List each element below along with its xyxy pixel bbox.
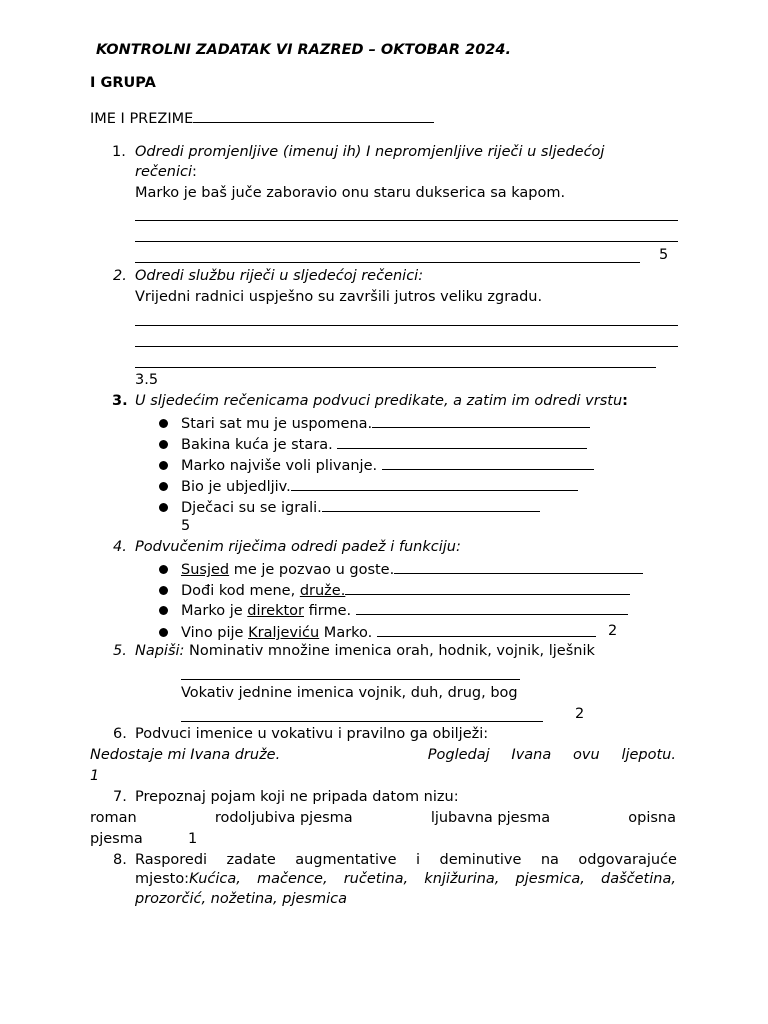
q7-number: 7. xyxy=(113,789,127,805)
q2-answer-line-3[interactable] xyxy=(135,367,656,368)
bullet-icon xyxy=(159,440,168,449)
q3-item-2-blank[interactable] xyxy=(337,433,587,449)
q6-sentences xyxy=(90,745,676,765)
q7-word-4: opisna xyxy=(628,810,676,826)
q3-item-3: Marko najviše voli plivanje. xyxy=(159,454,594,476)
q4-item-3: Marko je direktor firme. xyxy=(159,599,628,621)
q6-word-4: ovu xyxy=(573,747,600,763)
bullet-icon xyxy=(159,461,168,470)
q1-answer-line-1[interactable] xyxy=(135,220,678,221)
q6-number: 6. xyxy=(113,726,127,742)
q3-prompt: U sljedećim rečenicama podvuci predikate, a zatim im odredi vrstu xyxy=(135,393,623,409)
group-label: I GRUPA xyxy=(90,75,156,91)
q3-prompt-colon: : xyxy=(622,393,628,409)
q4-points: 2 xyxy=(608,623,618,639)
q4-item-2: Dođi kod mene, druže. xyxy=(159,579,630,601)
q2-number: 2. xyxy=(113,268,127,284)
q3-item-1-blank[interactable] xyxy=(372,412,590,428)
q4-number: 4. xyxy=(113,539,127,555)
q7-word-3: ljubavna pjesma xyxy=(430,810,551,826)
q8-prompt-line3: prozorčić, nožetina, pjesmica xyxy=(135,891,347,907)
q7-prompt: Prepoznaj pojam koji ne pripada datom nizu: xyxy=(135,789,459,805)
q5-answer-line-1[interactable] xyxy=(181,679,520,680)
q1-number: 1. xyxy=(112,144,126,160)
q1-answer-line-2[interactable] xyxy=(135,241,678,242)
q5-task-2: Vokativ jednine imenica vojnik, duh, drug, bog xyxy=(181,685,518,701)
q4-underlined-word: Susjed xyxy=(181,562,230,578)
bullet-icon xyxy=(159,419,168,428)
bullet-icon xyxy=(159,606,168,615)
q6-word-5: ljepotu. xyxy=(621,747,676,763)
q7-word-2: rodoljubiva pjesma xyxy=(214,810,353,826)
q3-item-4: Bio je ubjedljiv. xyxy=(159,475,578,497)
q4-item-3-blank[interactable] xyxy=(356,599,628,615)
q2-points: 3.5 xyxy=(135,372,159,388)
q1-points: 5 xyxy=(659,247,669,263)
q1-sentence: Marko je baš juče zaboravio onu staru dukserica sa kapom. xyxy=(135,185,566,201)
name-field[interactable] xyxy=(90,107,434,129)
q3-item-2: Bakina kuća je stara. xyxy=(159,433,587,455)
name-blank[interactable] xyxy=(193,107,434,123)
q8-number: 8. xyxy=(113,852,127,868)
bullet-icon xyxy=(159,565,168,574)
q6-word-2: Pogledaj xyxy=(427,747,490,763)
q4-item-4: Vino pije Kraljeviću Marko. xyxy=(159,621,596,643)
q5-answer-line-2[interactable] xyxy=(181,721,543,722)
q3-item-1: Stari sat mu je uspomena. xyxy=(159,412,590,434)
q2-sentence: Vrijedni radnici uspješno su završili jutros veliku zgradu. xyxy=(135,289,543,305)
q4-item-1-blank[interactable] xyxy=(394,558,643,574)
q7-word-list xyxy=(90,808,676,828)
q8-prompt-line1: Rasporedi zadate augmentative i deminutive na odgovarajuće xyxy=(135,852,677,868)
q4-item-2-blank[interactable] xyxy=(345,579,630,595)
q3-number: 3. xyxy=(112,393,128,409)
q3-points: 5 xyxy=(181,518,191,534)
q1-prompt-line2 xyxy=(135,162,197,182)
q6-word-1: Nedostaje mi Ivana druže. xyxy=(90,747,281,763)
q3-item-4-blank[interactable] xyxy=(291,475,578,491)
q7-points: 1 xyxy=(188,831,198,847)
q4-underlined-word: direktor xyxy=(247,603,304,619)
q1-prompt-word: rečenici xyxy=(135,164,192,180)
q4-item-1: Susjed me je pozvao u goste. xyxy=(159,558,643,580)
q7-word-1: roman xyxy=(90,810,137,826)
q2-answer-line-1[interactable] xyxy=(135,325,678,326)
bullet-icon xyxy=(159,628,168,637)
name-label: IME I PREZIME xyxy=(90,111,194,127)
q6-points: 1 xyxy=(90,768,100,784)
q1-prompt-colon: : xyxy=(192,164,197,180)
bullet-icon xyxy=(159,482,168,491)
bullet-icon xyxy=(159,503,168,512)
q5-points: 2 xyxy=(575,706,585,722)
bullet-icon xyxy=(159,586,168,595)
q5-task-1: Nominativ množine imenica orah, hodnik, vojnik, lješnik xyxy=(184,643,595,659)
q3-item-3-blank[interactable] xyxy=(382,454,594,470)
q1-prompt-line1: Odredi promjenljive (imenuj ih) I nepromjenljive riječi u sljedećoj xyxy=(135,144,605,160)
q8-prompt-line2: mjesto:Kućica, mačence, ručetina, knjižurina, pjesmica, daščetina, xyxy=(135,871,676,887)
q7-last-word: pjesma xyxy=(90,831,143,847)
q2-answer-line-2[interactable] xyxy=(135,346,678,347)
q3-item-5-blank[interactable] xyxy=(322,496,540,512)
q2-prompt: Odredi službu riječi u sljedećoj rečenici: xyxy=(135,268,424,284)
q4-underlined-word: Kraljeviću xyxy=(248,625,320,641)
q4-prompt: Podvučenim riječima odredi padež i funkciju: xyxy=(135,539,461,555)
q3-item-5: Dječaci su se igrali. xyxy=(159,496,540,518)
q6-prompt: Podvuci imenice u vokativu i pravilno ga obilježi: xyxy=(135,726,489,742)
q5-number: 5. xyxy=(113,643,127,659)
q4-item-4-blank[interactable] xyxy=(377,621,596,637)
document-title: KONTROLNI ZADATAK VI RAZRED – OKTOBAR 2024. xyxy=(96,42,511,58)
q6-word-3: Ivana xyxy=(511,747,552,763)
q1-answer-line-3[interactable] xyxy=(135,262,640,263)
q5-prompt: Napiši: xyxy=(135,643,185,659)
q4-underlined-word: druže. xyxy=(299,583,346,599)
